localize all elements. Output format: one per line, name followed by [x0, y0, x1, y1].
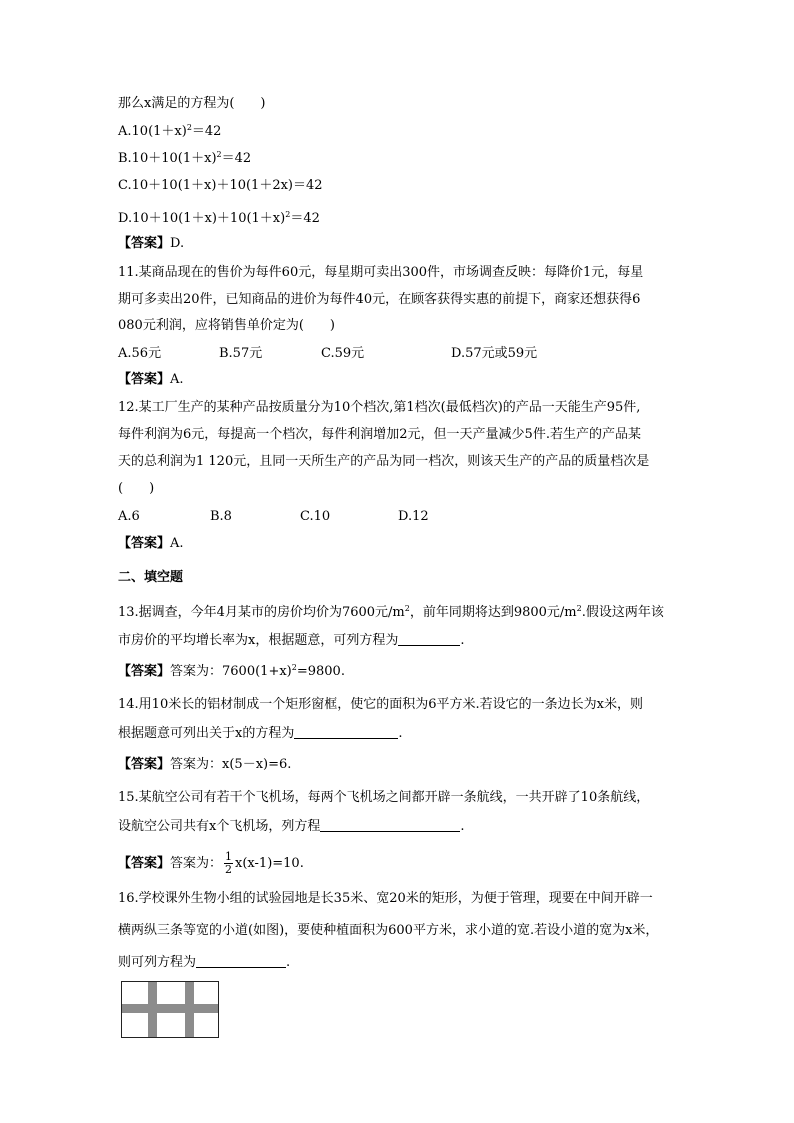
q12-option-c: C.10 [300, 509, 331, 524]
q12-line-3: 天的总利润为1 120元，且同一天所生产的产品为同一档次，则该天生产的产品的质量档次是 [118, 454, 650, 469]
q11-line-3: 080元利润，应将销售单价定为( ) [118, 318, 335, 333]
q14-line-2: 根据题意可列出关于x的方程为 . [118, 726, 403, 741]
q16-answer-blank[interactable] [196, 955, 286, 968]
section-2-title: 二、填空题 [118, 570, 184, 585]
q10-option-c: C.10＋10(1＋x)＋10(1＋2x)＝42 [118, 178, 323, 193]
garden-path-figure [121, 981, 219, 1038]
q10-option-d: $D.10+10(1+x)+10(1+x)^2=42$ [118, 210, 320, 226]
q14-line-1: 14.用10米长的铝材制成一个矩形窗框，使它的面积为6平方米.若设它的一条边长为x米，则 [118, 697, 643, 712]
q11-answer: 【答案】A. [118, 372, 184, 387]
horizontal-path [122, 1004, 218, 1013]
q11-option-c: C.59元 [321, 346, 365, 361]
q11-option-d: D.57元或59元 [451, 346, 538, 361]
q11-option-a: A.56元 [118, 346, 162, 361]
vertical-path-right [185, 982, 194, 1037]
q12-line-1: 12.某工厂生产的某种产品按质量分为10个档次,第1档次(最低档次)的产品一天能生产95件, [118, 400, 641, 415]
q12-option-a: A.6 [118, 509, 140, 524]
q11-line-1: 11.某商品现在的售价为每件60元，每星期可卖出300件，市场调查反映：每降价1元，每星 [118, 265, 644, 280]
q15-line-1: 15.某航空公司有若干个飞机场，每两个飞机场之间都开辟一条航线，一共开辟了10条航线， [118, 790, 650, 805]
q11-option-b: B.57元 [219, 346, 263, 361]
q12-option-d: D.12 [398, 509, 429, 524]
q16-line-2: 横两纵三条等宽的小道(如图)，要使种植面积为600平方米，求小道的宽.若设小道的宽为x米， [118, 923, 659, 938]
q12-option-b: B.8 [210, 509, 232, 524]
q14-answer-blank[interactable] [294, 726, 398, 739]
q14-answer: 【答案】答案为：x(5－x)=6. [118, 757, 292, 772]
q10-stem: 那么x满足的方程为( ) [118, 96, 266, 111]
q10-option-b: $B.10+10(1+x)^2=42$ [118, 150, 252, 166]
one-half-fraction: $\frac{1}{2}$ [225, 850, 233, 876]
q10-answer: 【答案】D. [118, 236, 185, 251]
q12-line-2: 每件利润为6元，每提高一个档次，每件利润增加2元，但一天产量减少5件.若生产的产品某 [118, 427, 641, 442]
q10-option-a: $A.10(1+x)^2=42$ [118, 123, 222, 139]
q16-line-3: 则可列方程为 . [118, 955, 291, 970]
q12-answer: 【答案】A. [118, 536, 184, 551]
q15-answer-blank[interactable] [320, 819, 460, 832]
q13-line-1: 13.据调查，今年4月某市的房价均价为7600元$/m^2$，前年同期将达到9800元$/m^2$.假设这两年该 [118, 604, 664, 620]
q13-line-2: 市房价的平均增长率为x，根据题意，可列方程为 . [118, 633, 465, 648]
q13-answer-blank[interactable] [398, 633, 460, 646]
q12-line-4: ( ) [118, 481, 155, 496]
q13-answer: 【答案】答案为：$7600(1+x)^2=9800$. [118, 663, 345, 679]
q15-line-2: 设航空公司共有x个飞机场，列方程 . [118, 819, 465, 834]
q15-answer: 【答案】答案为： $\frac{1}{2}$ x(x-1)=10. [118, 850, 304, 876]
q16-line-1: 16.学校课外生物小组的试验园地是长35米、宽20米的矩形，为便于管理，现要在中间开辟一 [118, 891, 653, 906]
vertical-path-left [148, 982, 157, 1037]
q11-line-2: 期可多卖出20件，已知商品的进价为每件40元，在顾客获得实惠的前提下，商家还想获得6 [118, 292, 641, 307]
